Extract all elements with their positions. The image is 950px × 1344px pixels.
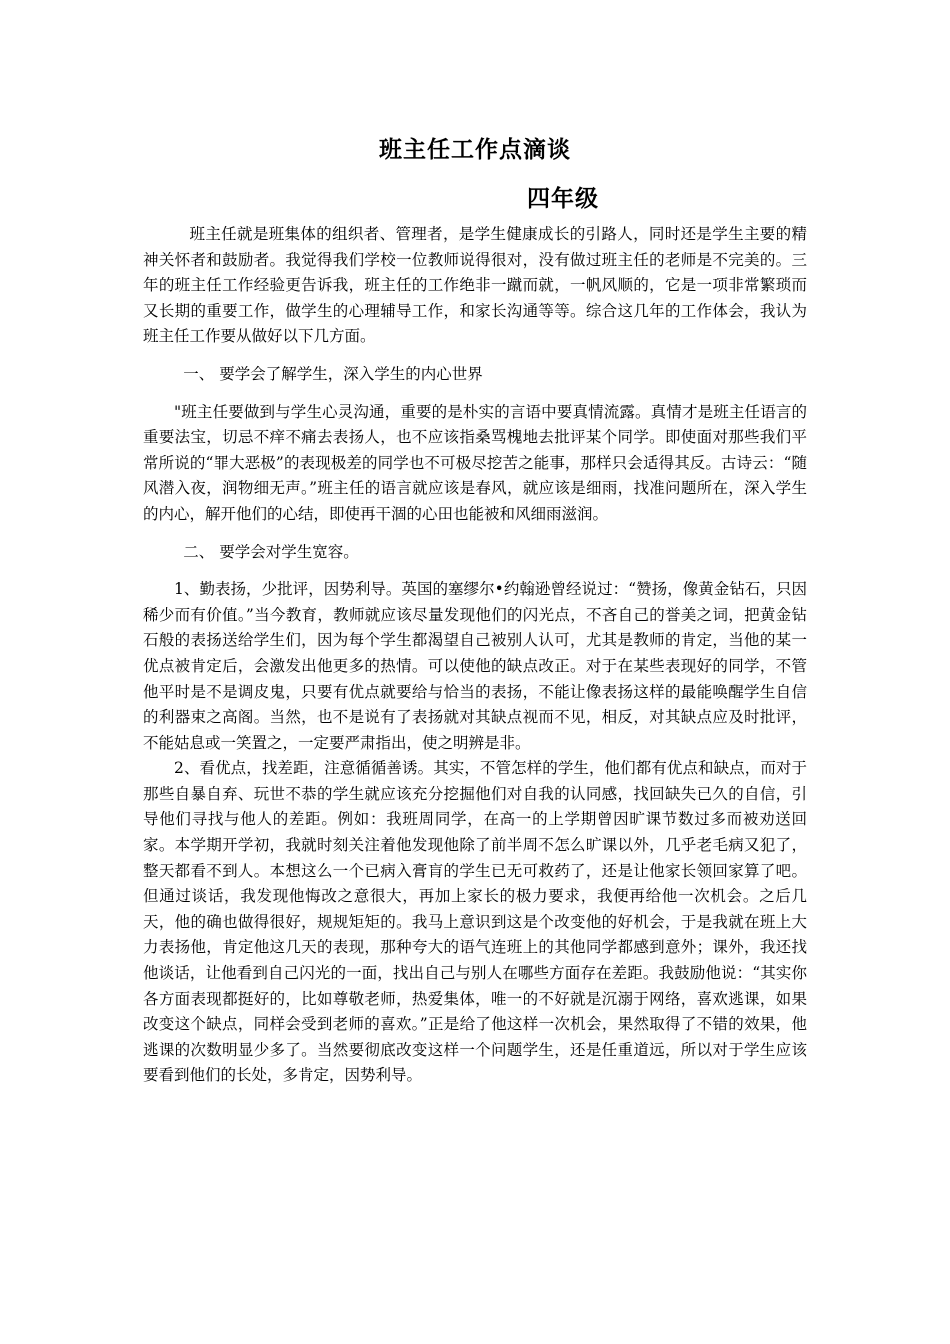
section-heading-1: 一、 要学会了解学生，深入学生的内心世界 — [183, 364, 483, 383]
intro-paragraph: 班主任就是班集体的组织者、管理者，是学生健康成长的引路人，同时还是学生主要的精神关怀者和鼓励者。我觉得我们学校一位教师说得很对，没有做过班主任的老师是不完美的。三年的班主任工作经验更告诉我，班主任的工作绝非一蹴而就，一帆风顺的，它是一项非常繁琐而又长期的重要工作，做学生的心理辅导工作，和家长沟通等等。综合这几年的工作体会，我认为班主任工作要从做好以下几方面。 — [143, 225, 807, 346]
section-heading-2: 二、 要学会对学生宽容。 — [183, 542, 359, 561]
section-1-paragraph: "班主任要做到与学生心灵沟通，重要的是朴实的言语中要真情流露。真情才是班主任语言的重要法宝，切忌不痒不痛去表扬人，也不应该指桑骂槐地去批评某个同学。即使面对那些我们平常所说的“罪大恶极”的表现极差的同学也不可极尽挖苦之能事，那样只会适得其反。古诗云：“随风潜入夜，润物细无声。”班主任的语言就应该是春风，就应该是细雨，找准问题所在，深入学生的内心，解开他们的心结，即使再干涸的心田也能被和风细雨滋润。 — [143, 402, 807, 523]
point-2-paragraph: 2、看优点，找差距，注意循循善诱。其实，不管怎样的学生，他们都有优点和缺点，而对于那些自暴自弃、玩世不恭的学生就应该充分挖掘他们对自我的认同感，找回缺失已久的自信，引导他们寻找与他人的差距。例如：我班周同学，在高一的上学期曾因旷课节数过多而被劝送回家。本学期开学初，我就时刻关注着他发现他除了前半周不怎么旷课以外，几乎老毛病又犯了，整天都看不到人。本想这么一个已病入膏肓的学生已无可救药了，还是让他家长领回家算了吧。但通过谈话，我发现他悔改之意很大，再加上家长的极力要求，我便再给他一次机会。之后几天，他的确也做得很好，规规矩矩的。我马上意识到这是个改变他的好机会，于是我就在班上大力表扬他，肯定他这几天的表现，那种夸大的语气连班上的其他同学都感到意外；课外，我还找他谈话，让他看到自己闪光的一面，找出自己与别人在哪些方面存在差距。我鼓励他说：“其实你各方面表现都挺好的，比如尊敬老师，热爱集体，唯一的不好就是沉溺于网络，喜欢逃课，如果改变这个缺点，同样会受到老师的喜欢。”正是给了他这样一次机会，果然取得了不错的效果，他逃课的次数明显少多了。当然要彻底改变这样一个问题学生，还是任重道远，所以对于学生应该要看到他们的长处，多肯定，因势利导。 — [143, 759, 807, 1085]
document-body — [143, 222, 807, 1089]
document-title: 班主任工作点滴谈 — [379, 137, 571, 163]
point-1-paragraph: 1、勤表扬，少批评，因势利导。英国的塞缪尔•约翰逊曾经说过：“赞扬，像黄金钻石，只因稀少而有价值。”当今教育，教师就应该尽量发现他们的闪光点，不吝自己的誉美之词，把黄金钻石般的表扬送给学生们，因为每个学生都渴望自己被别人认可，尤其是教师的肯定，当他的某一优点被肯定后，会激发出他更多的热情。可以使他的缺点改正。对于在某些表现好的同学，不管他平时是不是调皮鬼，只要有优点就要给与恰当的表扬，不能让像表扬这样的最能唤醒学生自信的利器束之高阁。当然，也不是说有了表扬就对其缺点视而不见，相反，对其缺点应及时批评，不能姑息或一笑置之，一定要严肃指出，使之明辨是非。 — [143, 580, 807, 752]
grade-label: 四年级 — [527, 186, 599, 212]
